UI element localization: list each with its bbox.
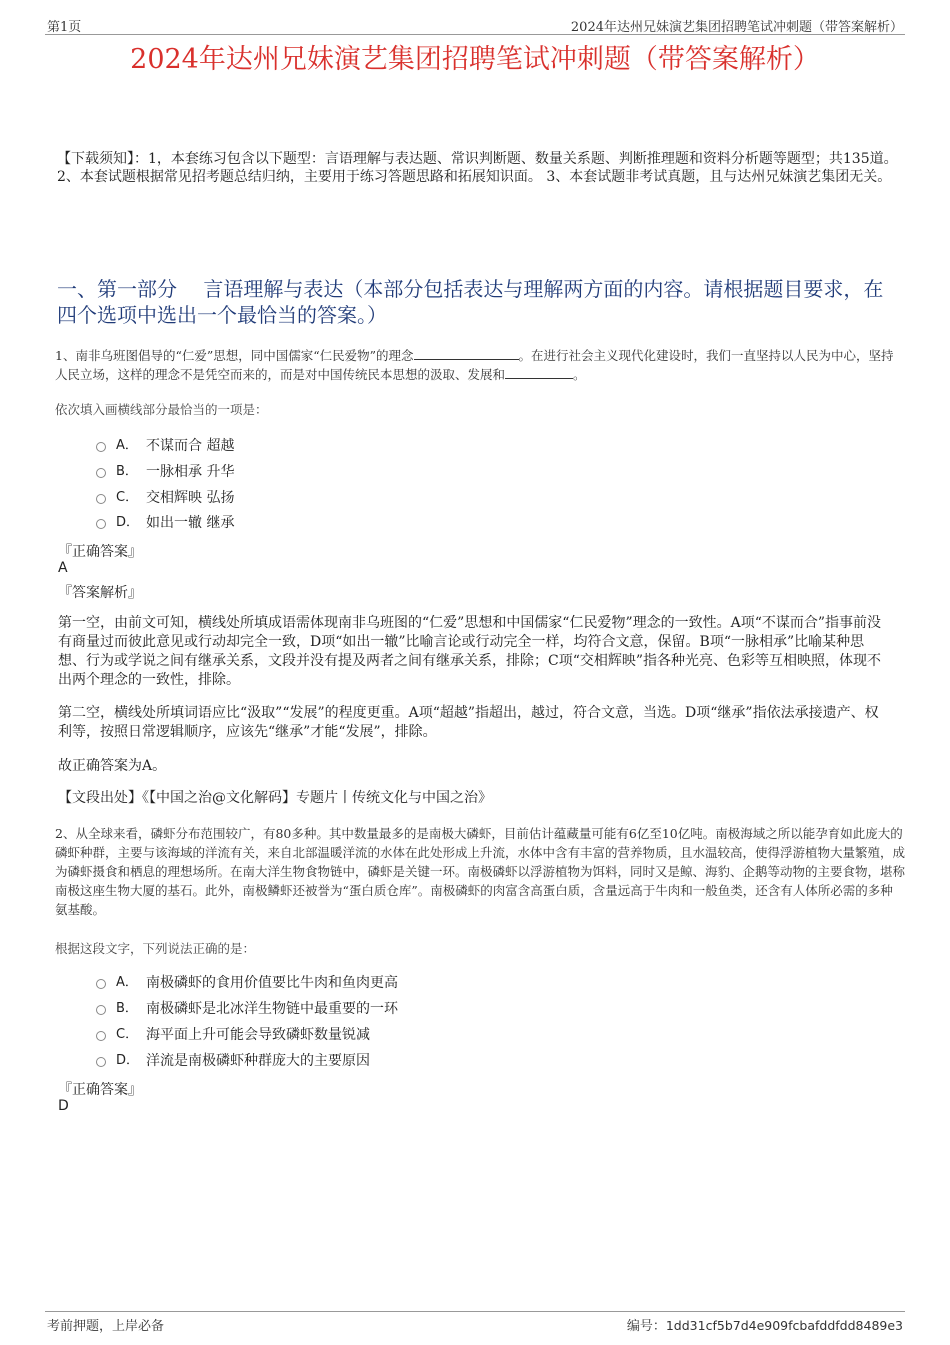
question-1-stem-part-b: 。在进行社会主义现代化建设时，我们一直坚持以人民为中心，坚持人民立场，这样的理念不是凭空而来的，而是对中国传统民本思想的汲取、发展和 bbox=[55, 348, 894, 382]
question-1-stem-part-a: 1、南非乌班图倡导的“仁爱”思想，同中国儒家“仁民爱物”的理念 bbox=[55, 348, 414, 363]
option-text: 海平面上升可能会导致磷虾数量锐减 bbox=[146, 1027, 370, 1043]
radio-circle-icon[interactable] bbox=[96, 979, 106, 989]
footer-code bbox=[627, 1315, 903, 1334]
radio-circle-icon[interactable] bbox=[96, 468, 106, 478]
option-letter: C． bbox=[116, 490, 139, 505]
footer-code-value: 1dd31cf5b7d4e909fcbafddfdd8489e3 bbox=[665, 1318, 903, 1333]
option-text: 洋流是南极磷虾种群庞大的主要原因 bbox=[146, 1053, 370, 1069]
footer-code-label: 编号： bbox=[626, 1319, 666, 1334]
radio-circle-icon[interactable] bbox=[96, 1031, 106, 1041]
option-text: 交相辉映 弘扬 bbox=[146, 490, 235, 506]
fill-blank-1 bbox=[414, 347, 519, 360]
question-2-prompt: 根据这段文字，下列说法正确的是： bbox=[55, 941, 256, 956]
radio-circle-icon[interactable] bbox=[96, 1057, 106, 1067]
footer-slogan: 考前押题，上岸必备 bbox=[47, 1319, 165, 1334]
question-1-source: 【文段出处】《【中国之治@文化解码】专题片丨传统文化与中国之治》 bbox=[58, 790, 492, 806]
question-1-prompt: 依次填入画横线部分最恰当的一项是： bbox=[55, 402, 268, 417]
radio-circle-icon[interactable] bbox=[96, 442, 106, 452]
page-number: 第1页 bbox=[47, 20, 82, 35]
question-1-answer: A bbox=[58, 560, 68, 576]
question-1-analysis-paragraph-1: 第一空，由前文可知，横线处所填成语需体现南非乌班图的“仁爱”思想和中国儒家“仁民爱物”理念的一致性。A项“不谋而合”指事前没有商量过而彼此意见或行动却完全一致，D项“如出一辙”比喻言论或行动完全一样，均符合文意，保留。B项“一脉相承”比喻某种思想、行为或学说之间有继承关系，文段并没有提及两者之间有继承关系，排除；C项“交相辉映”指各种光亮、色彩等互相映照，体现不出两个理念的一致性，排除。 bbox=[58, 615, 882, 688]
section-heading: 一、第一部分 言语理解与表达（本部分包括表达与理解两方面的内容。请根据题目要求，在四个选项中选出一个最恰当的答案。） bbox=[57, 277, 884, 327]
radio-circle-icon[interactable] bbox=[96, 519, 106, 529]
option-text: 一脉相承 升华 bbox=[146, 464, 235, 480]
option-letter: B． bbox=[116, 464, 138, 479]
option-text: 南极磷虾是北冰洋生物链中最重要的一环 bbox=[146, 1001, 398, 1017]
question-2-stem: 2、从全球来看，磷虾分布范围较广，有80多种。其中数量最多的是南极大磷虾，目前估计蕴藏量可能有6亿至10亿吨。南极海域之所以能孕育如此庞大的磷虾种群，主要与该海域的洋流有关，来自北部温暖洋流的水体在此处形成上升流，水体中含有丰富的营养物质，且水温较高，使得浮游植物大量繁殖，成为磷虾摄食和栖息的理想场所。在南大洋生物食物链中，磷虾是关键一环。南极磷虾以浮游植物为饵料，同时又是鲸、海豹、企鹅等动物的主要食物，堪称南极这座生物大厦的基石。此外，南极鳞虾还被誉为“蛋白质仓库”。南极磷虾的肉富含高蛋白质，含量远高于牛肉和一般鱼类，还含有人体所必需的多种氨基酸。 bbox=[55, 826, 906, 917]
header-doc-title: 2024年达州兄妹演艺集团招聘笔试冲刺题（带答案解析） bbox=[570, 20, 903, 35]
question-1-stem-part-c: 。 bbox=[573, 367, 586, 382]
page-header bbox=[45, 14, 905, 35]
option-letter: B． bbox=[116, 1001, 138, 1016]
question-1-analysis-conclusion: 故正确答案为A。 bbox=[58, 758, 167, 774]
option-text: 如出一辙 继承 bbox=[146, 515, 235, 531]
option-text: 不谋而合 超越 bbox=[146, 438, 235, 454]
radio-circle-icon[interactable] bbox=[96, 494, 106, 504]
option-text: 南极磷虾的食用价值要比牛肉和鱼肉更高 bbox=[146, 975, 398, 991]
question-1-analysis-label: 『答案解析』 bbox=[58, 585, 142, 601]
question-1-answer-label: 『正确答案』 bbox=[58, 544, 142, 560]
option-letter: D． bbox=[116, 1053, 140, 1068]
option-letter: C． bbox=[116, 1027, 139, 1042]
download-notice: 【下载须知】：1，本套练习包含以下题型：言语理解与表达题、常识判断题、数量关系题、判断推理题和资料分析题等题型；共135道。 2、本套试题根据常见招考题总结归纳，主要用于练习答题思路和拓展知识面。 3、本套试题非考试真题，且与达州兄妹演艺集团无关。 bbox=[57, 151, 898, 185]
question-1-stem bbox=[55, 346, 905, 384]
question-2-answer-label: 『正确答案』 bbox=[58, 1082, 142, 1098]
question-2-answer: D bbox=[58, 1098, 69, 1114]
fill-blank-2 bbox=[505, 366, 573, 379]
document-title: 2024年达州兄妹演艺集团招聘笔试冲刺题（带答案解析） bbox=[130, 44, 820, 75]
question-1-analysis-paragraph-2: 第二空，横线处所填词语应比“汲取”“发展”的程度更重。A项“超越”指超出，越过，符合文意，当选。D项“继承”指依法承接遗产、权利等，按照日常逻辑顺序，应该先“继承”才能“发展”，排除。 bbox=[58, 705, 879, 740]
page-footer bbox=[45, 1311, 905, 1332]
radio-circle-icon[interactable] bbox=[96, 1005, 106, 1015]
option-letter: A． bbox=[116, 438, 138, 453]
option-letter: D． bbox=[116, 515, 140, 530]
option-letter: A． bbox=[116, 975, 138, 990]
